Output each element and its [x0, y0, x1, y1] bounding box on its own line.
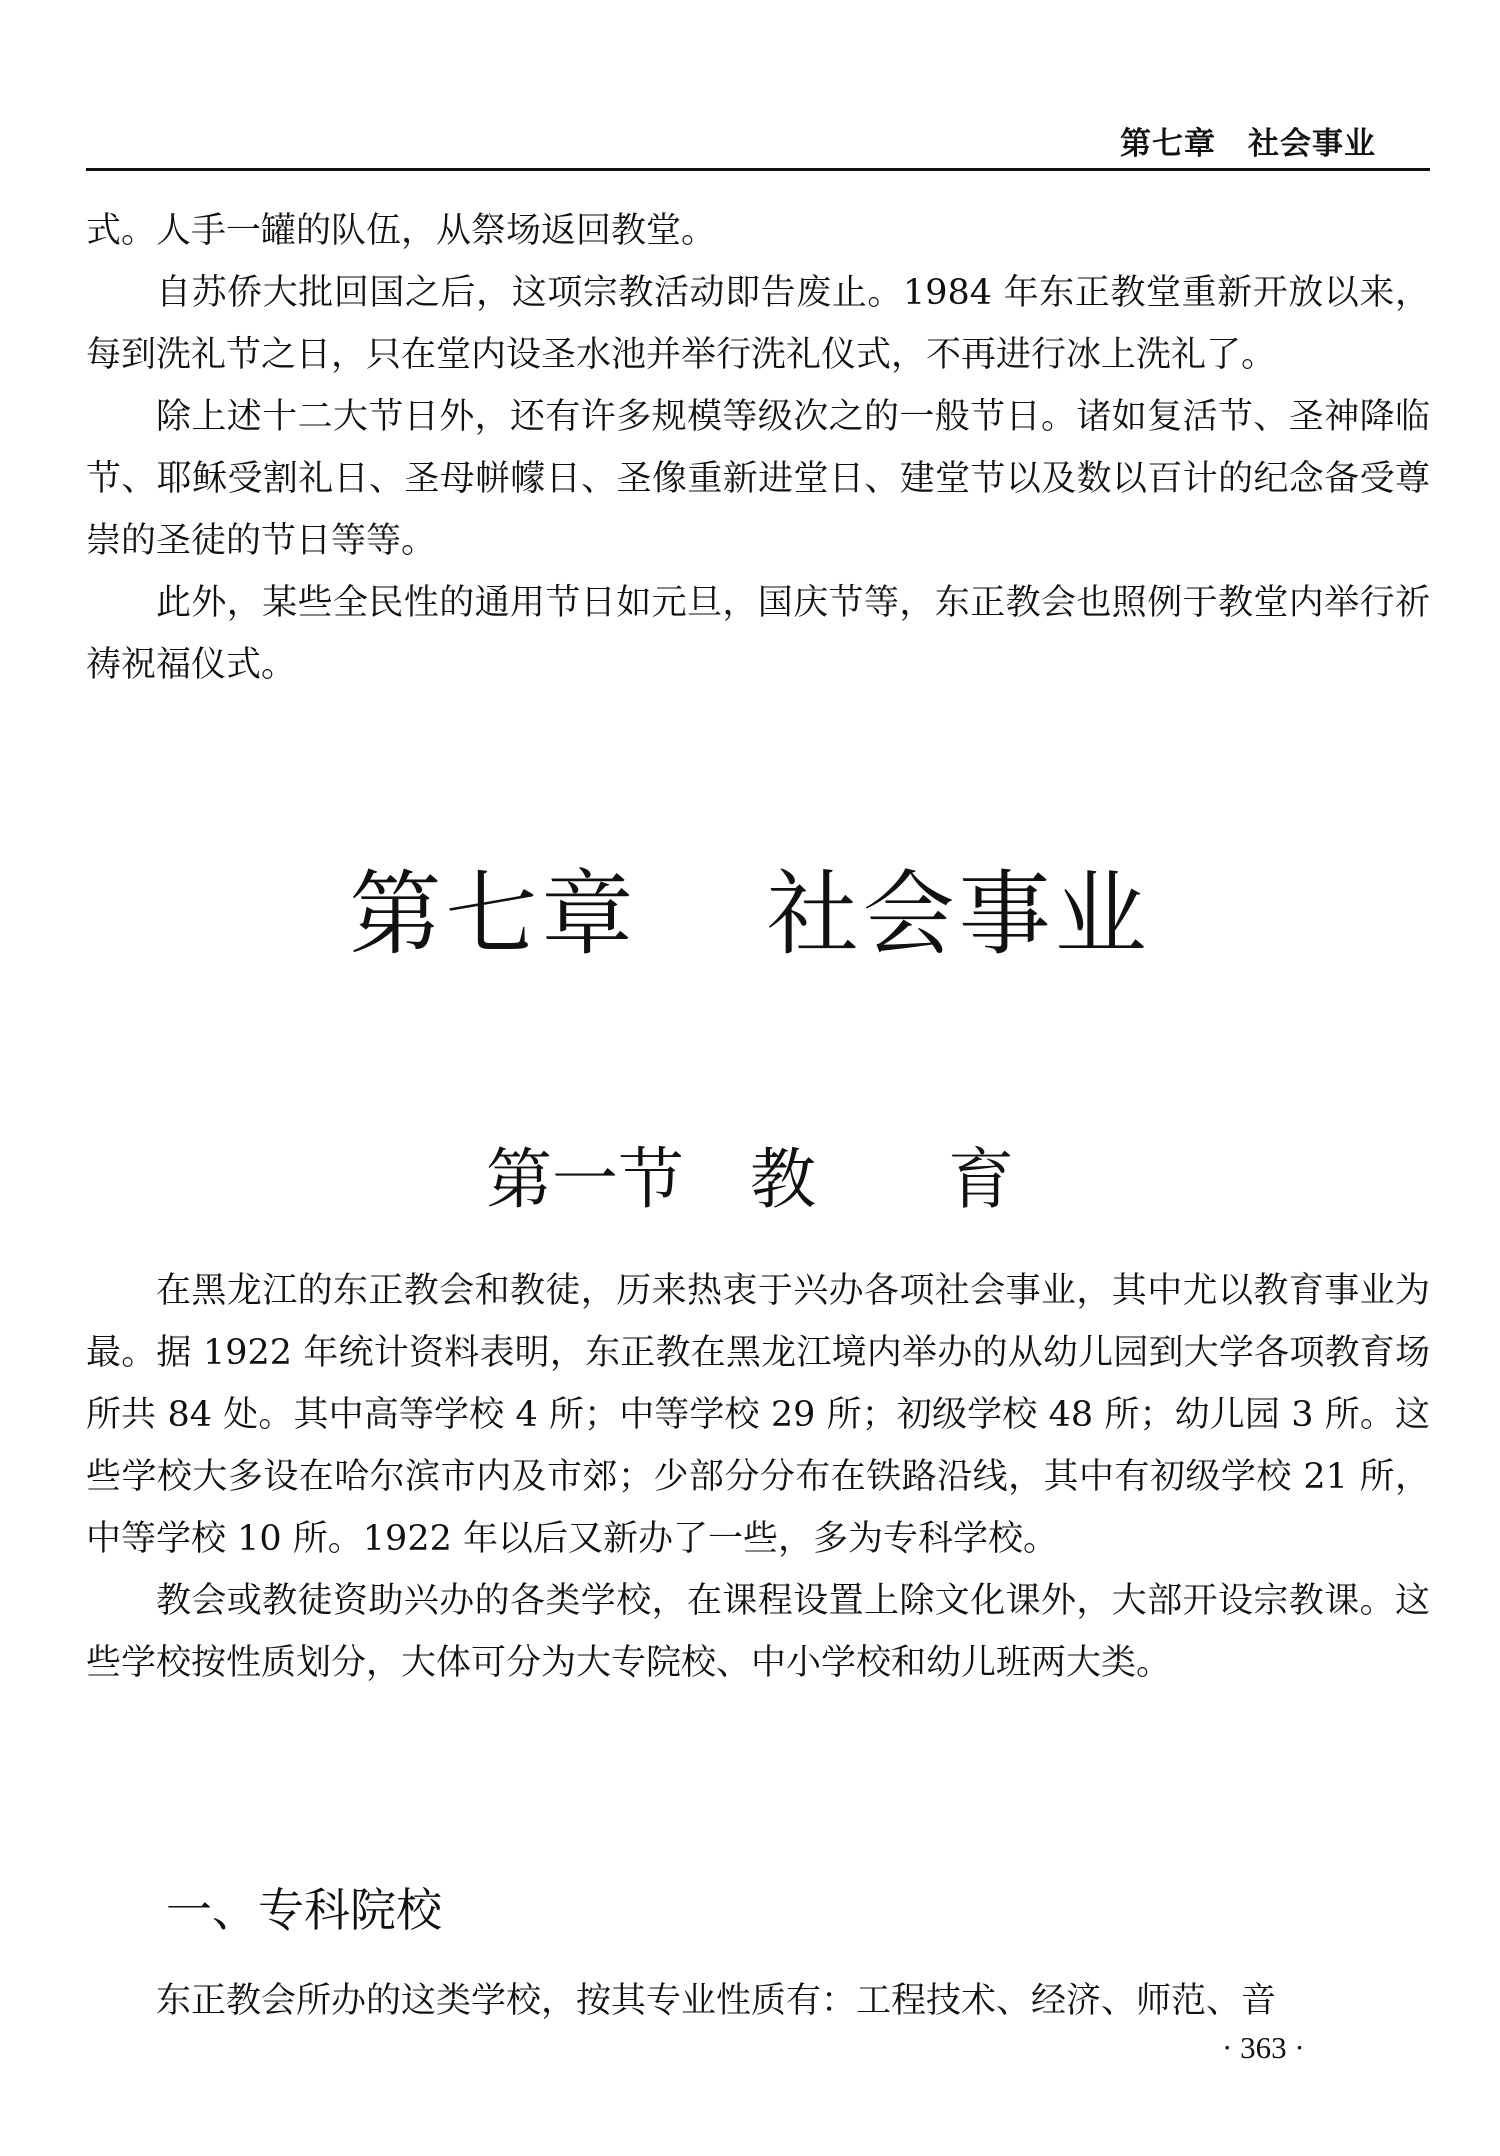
- header-rule: [86, 168, 1430, 171]
- running-head: 第七章 社会事业: [1120, 126, 1376, 162]
- paragraph: 教会或教徒资助兴办的各类学校，在课程设置上除文化课外，大部开设宗教课。这些学校按性质划分，大体可分为大专院校、中小学校和幼儿班两大类。: [86, 1581, 1430, 1683]
- chapter-title: 第七章 社会事业: [349, 861, 1151, 968]
- paragraph: 除上述十二大节日外，还有许多规模等级次之的一般节日。诸如复活节、圣神降临节、耶稣受割礼日、圣母帡幪日、圣像重新进堂日、建堂节以及数以百计的纪念备受尊崇的圣徒的节日等等。: [86, 397, 1430, 561]
- subsection-title: 一、专科院校: [166, 1883, 442, 1937]
- section-text-block: [86, 1260, 1430, 1694]
- top-text-block: [86, 200, 1430, 696]
- subsection-text-block: [86, 1970, 1430, 2032]
- paragraph: 此外，某些全民性的通用节日如元旦，国庆节等，东正教会也照例于教堂内举行祈祷祝福仪式。: [86, 583, 1430, 685]
- section-title: 第一节 教 育: [486, 1141, 1014, 1218]
- paragraph: 在黑龙江的东正教会和教徒，历来热衷于兴办各项社会事业，其中尤以教育事业为最。据 1922 年统计资料表明，东正教在黑龙江境内举办的从幼儿园到大学各项教育场所共 84 处。其中高等学校 4 所；中等学校 29 所；初级学校 48 所；幼儿园 3 所。这些学校大多设在哈尔滨市内及市郊；少部分分布在铁路沿线，其中有初级学校 21 所，中等学校 10 所。1922 年以后又新办了一些，多为专科学校。: [86, 1271, 1430, 1559]
- paragraph-continuation: 式。人手一罐的队伍，从祭场返回教堂。: [86, 211, 717, 251]
- page-number: · 363 ·: [1222, 2030, 1305, 2065]
- paragraph: 东正教会所办的这类学校，按其专业性质有：工程技术、经济、师范、音: [156, 1981, 1277, 2021]
- paragraph: 自苏侨大批回国之后，这项宗教活动即告废止。1984 年东正教堂重新开放以来，每到洗礼节之日，只在堂内设圣水池并举行洗礼仪式，不再进行冰上洗礼了。: [86, 273, 1430, 375]
